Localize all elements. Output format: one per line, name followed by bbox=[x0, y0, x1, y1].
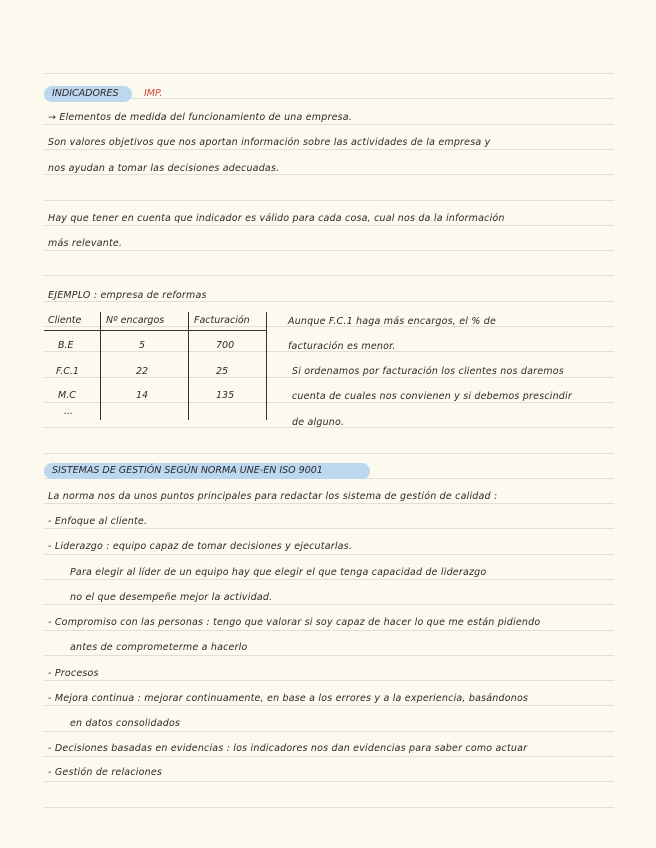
rule-line bbox=[44, 301, 614, 302]
table-cell: 25 bbox=[216, 366, 229, 377]
rule-line bbox=[44, 73, 614, 74]
text-line: Son valores objetivos que nos aportan información sobre las actividades de la empresa y bbox=[48, 137, 491, 148]
example-note: facturación es menor. bbox=[288, 341, 396, 352]
text-line: antes de comprometerme a hacerlo bbox=[70, 642, 248, 653]
text-line: más relevante. bbox=[48, 238, 123, 249]
table-cell: 5 bbox=[139, 340, 146, 351]
table-header-cell: Facturación bbox=[194, 315, 250, 326]
rule-line bbox=[44, 781, 614, 782]
table-header-rule bbox=[44, 330, 266, 331]
rule-line bbox=[44, 604, 614, 605]
rule-line bbox=[44, 680, 614, 681]
section-title-sistemas: SISTEMAS DE GESTIÓN SEGÚN NORMA UNE-EN ISO 9001 bbox=[52, 465, 323, 476]
rule-line bbox=[44, 402, 614, 403]
section-title-indicadores: INDICADORES bbox=[52, 88, 119, 99]
example-note: Aunque F.C.1 haga más encargos, el % de bbox=[288, 316, 497, 327]
example-heading: EJEMPLO : empresa de reformas bbox=[48, 290, 207, 301]
rule-line bbox=[44, 377, 614, 378]
rule-line bbox=[44, 807, 614, 808]
example-note: Si ordenamos por facturación los clientes nos daremos bbox=[292, 366, 564, 377]
rule-line bbox=[44, 503, 614, 504]
list-item: - Compromiso con las personas : tengo que valorar si soy capaz de hacer lo que me están pidiendo bbox=[48, 617, 541, 628]
rule-line bbox=[44, 630, 614, 631]
table-col-divider bbox=[188, 312, 189, 420]
table-header-cell: Cliente bbox=[48, 315, 82, 326]
text-line: → Elementos de medida del funcionamiento de una empresa. bbox=[48, 112, 353, 123]
rule-line bbox=[44, 275, 614, 276]
rule-line bbox=[44, 200, 614, 201]
rule-line bbox=[44, 554, 614, 555]
text-line: La norma nos da unos puntos principales para redactar los sistema de gestión de calidad : bbox=[48, 491, 498, 502]
table-cell: 14 bbox=[136, 390, 149, 401]
table-cell: F.C.1 bbox=[56, 366, 79, 377]
rule-line bbox=[44, 453, 614, 454]
list-item: - Gestión de relaciones bbox=[48, 767, 163, 778]
rule-line bbox=[44, 655, 614, 656]
important-tag: IMP. bbox=[144, 88, 163, 99]
rule-line bbox=[44, 731, 614, 732]
list-item: - Liderazgo : equipo capaz de tomar decisiones y ejecutarlas. bbox=[48, 541, 353, 552]
text-line: Hay que tener en cuenta que indicador es válido para cada cosa, cual nos da la información bbox=[48, 213, 505, 224]
text-line: no el que desempeñe mejor la actividad. bbox=[70, 592, 273, 603]
table-col-divider bbox=[266, 312, 267, 420]
table-col-divider bbox=[100, 312, 101, 420]
rule-line bbox=[44, 528, 614, 529]
example-note: de alguno. bbox=[292, 417, 345, 428]
rule-line bbox=[44, 705, 614, 706]
table-cell: B.E bbox=[58, 340, 74, 351]
table-cell: ... bbox=[64, 406, 74, 417]
example-note: cuenta de cuales nos convienen y si debemos prescindir bbox=[292, 391, 572, 402]
text-line: en datos consolidados bbox=[70, 718, 181, 729]
rule-line bbox=[44, 756, 614, 757]
list-item: - Decisiones basadas en evidencias : los indicadores nos dan evidencias para saber como actuar bbox=[48, 743, 528, 754]
rule-line bbox=[44, 174, 614, 175]
rule-line bbox=[44, 579, 614, 580]
table-cell: 22 bbox=[136, 366, 149, 377]
table-header-cell: Nº encargos bbox=[106, 315, 165, 326]
rule-line bbox=[44, 250, 614, 251]
table-cell: 700 bbox=[216, 340, 235, 351]
rule-line bbox=[44, 149, 614, 150]
list-item: - Procesos bbox=[48, 668, 99, 679]
text-line: Para elegir al líder de un equipo hay que elegir el que tenga capacidad de liderazgo bbox=[70, 567, 487, 578]
table-cell: M.C bbox=[58, 390, 76, 401]
list-item: - Enfoque al cliente. bbox=[48, 516, 148, 527]
rule-line bbox=[44, 225, 614, 226]
rule-line bbox=[44, 124, 614, 125]
table-cell: 135 bbox=[216, 390, 235, 401]
text-line: nos ayudan a tomar las decisiones adecuadas. bbox=[48, 163, 280, 174]
list-item: - Mejora continua : mejorar continuamente, en base a los errores y a la experiencia, basándonos bbox=[48, 693, 529, 704]
